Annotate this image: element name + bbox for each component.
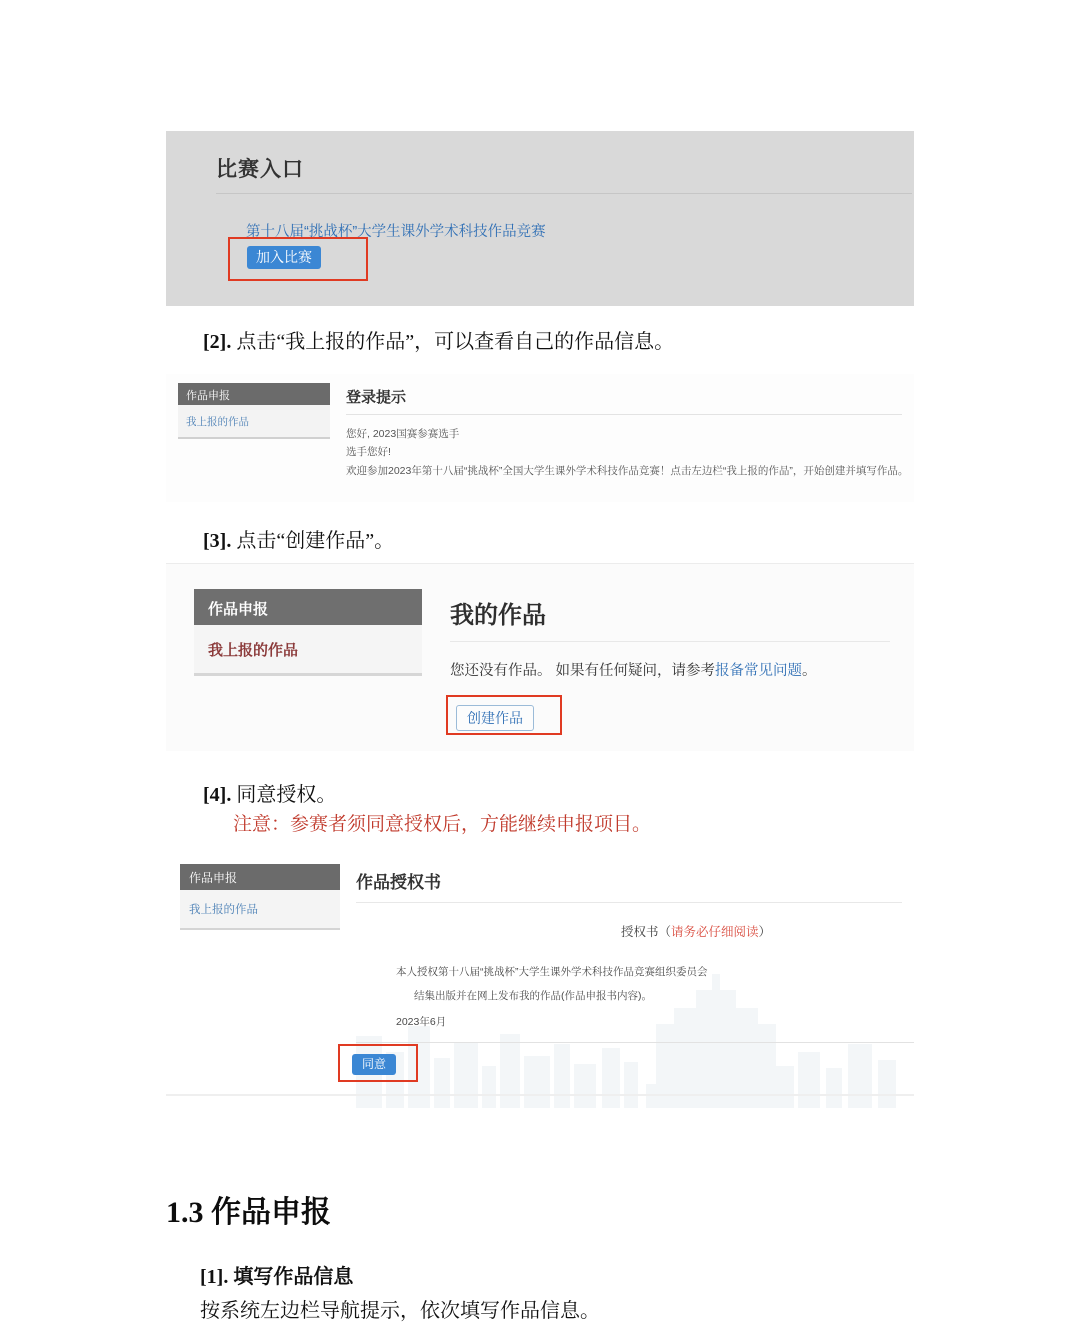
my-works-divider (450, 641, 890, 642)
skyline-watermark-icon (356, 916, 914, 1108)
authorization-paragraph-2: 结集出版并在网上发布我的作品(作品申报书内容)。 (414, 990, 652, 1002)
subsection-heading (200, 1260, 353, 1289)
entry-panel-title: 比赛入口 (216, 158, 304, 181)
auth-heading-suffix: ） (758, 925, 772, 939)
step-4-number: [4]. (203, 784, 232, 806)
step-3-text: 点击“创建作品”。 (236, 530, 395, 552)
sidebar-item-label-3: 我上报的作品 (208, 642, 299, 659)
step-3-caption (203, 524, 394, 553)
authorization-heading (621, 922, 771, 940)
sidebar-header-2 (178, 383, 330, 405)
annotation-highlight-join (228, 237, 368, 281)
authorization-paragraph-1: 本人授权第十八届“挑战杯”大学生课外学术科技作品竞赛组织委员会 (396, 966, 708, 978)
authorization-divider (356, 902, 902, 903)
competition-link[interactable]: 第十八届“挑战杯”大学生课外学术科技作品竞赛 (246, 224, 546, 240)
step-3-number: [3]. (203, 530, 232, 552)
step-4-text: 同意授权。 (236, 784, 337, 806)
step-2-number: [2]. (203, 331, 232, 353)
subsection-body: 按系统左边栏导航提示，依次填写作品信息。 (200, 1300, 600, 1322)
authorization-bottomline (166, 1094, 914, 1096)
entry-panel (198, 131, 914, 306)
authorization-title: 作品授权书 (356, 873, 441, 892)
sidebar-header-4 (180, 864, 340, 890)
sidebar-title-4: 作品申报 (189, 871, 238, 885)
login-notice-divider (346, 414, 902, 415)
step-4-note: 注意：参赛者须同意授权后，方能继续申报项目。 (233, 814, 652, 835)
auth-heading-warning: 请务必仔细阅读 (671, 925, 759, 939)
sidebar-header-3 (194, 589, 422, 625)
subsection-number: [1]. (200, 1266, 229, 1288)
my-works-desc-prefix: 您还没有作品。 如果有任何疑问，请参考 (450, 663, 716, 679)
screenshot-competition-entry (166, 131, 914, 306)
step-2-caption (203, 325, 674, 354)
sidebar-item-my-works-2[interactable] (178, 405, 330, 439)
login-notice-line-2: 选手您好! (346, 446, 391, 458)
screenshot-authorization (166, 856, 914, 1108)
my-works-desc-suffix: 。 (802, 663, 817, 679)
login-notice-line-1: 您好, 2023国赛参赛选手 (346, 428, 460, 440)
authorization-footer-divider (356, 1042, 914, 1043)
create-work-button[interactable]: 创建作品 (456, 705, 534, 731)
sidebar-item-my-works-3[interactable] (194, 625, 422, 676)
screenshot-my-works (166, 563, 914, 751)
sidebar-item-my-works-4[interactable] (180, 890, 340, 930)
annotation-highlight-create (446, 695, 562, 735)
my-works-description (450, 659, 817, 680)
step-2-text: 点击“我上报的作品”，可以查看自己的作品信息。 (236, 331, 675, 353)
faq-link[interactable]: 报备常见问题 (715, 663, 803, 679)
agree-button[interactable]: 同意 (352, 1054, 396, 1075)
entry-panel-divider (216, 193, 912, 194)
screenshot-login-notice (166, 374, 914, 502)
my-works-topline (166, 563, 914, 564)
subsection-title: 填写作品信息 (233, 1266, 354, 1288)
login-notice-title: 登录提示 (346, 389, 407, 406)
my-works-title: 我的作品 (450, 602, 546, 629)
section-heading: 1.3 作品申报 (166, 1196, 331, 1229)
auth-heading-prefix: 授权书（ (621, 925, 672, 939)
annotation-highlight-agree (338, 1044, 418, 1082)
sidebar-title-3: 作品申报 (208, 601, 269, 618)
step-4-caption (203, 778, 336, 807)
sidebar-item-label-2: 我上报的作品 (186, 416, 249, 428)
join-competition-button[interactable]: 加入比赛 (247, 246, 321, 269)
sidebar-title-2: 作品申报 (186, 390, 230, 402)
login-notice-line-3: 欢迎参加2023年第十八届“挑战杯”全国大学生课外学术科技作品竞赛！点击左边栏“我上报的作品”，开始创建并填写作品。 (346, 465, 909, 477)
authorization-date: 2023年6月 (396, 1016, 447, 1028)
sidebar-item-label-4: 我上报的作品 (189, 904, 258, 916)
